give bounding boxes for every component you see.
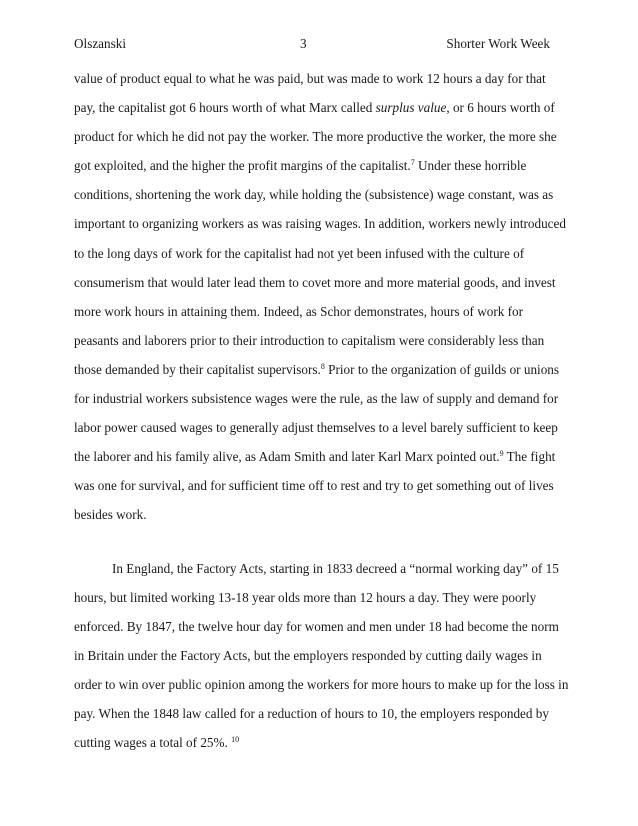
- text-line: more work hours in attaining them. Indeed, as Schor demonstrates, hours of work for: [74, 303, 524, 319]
- text-line: conditions, shortening the work day, while holding the (subsistence) wage constant, was as: [74, 187, 554, 203]
- document-body: [74, 64, 569, 757]
- header-page-number: 3: [300, 36, 307, 51]
- text-line: [74, 442, 556, 471]
- text-line: to the long days of work for the capitalist had not yet been infused with the culture of: [74, 245, 525, 261]
- footnote-ref: 7: [410, 158, 415, 168]
- header-short-title: Shorter Work Week: [446, 36, 550, 51]
- text-run: pay, the capitalist got 6 hours worth of what Marx called: [74, 100, 376, 116]
- text-line: order to win over public opinion among the workers for more hours to make up for the loss in: [74, 676, 569, 692]
- text-run: the laborer and his family alive, as Adam Smith and later Karl Marx pointed out.: [74, 449, 500, 465]
- page-header: [74, 36, 550, 54]
- text-line: labor power caused wages to generally adjust themselves to a level barely sufficient to keep: [74, 420, 558, 436]
- text-run: , or 6 hours worth of: [446, 100, 555, 116]
- text-line: in Britain under the Factory Acts, but the employers responded by cutting daily wages in: [74, 647, 542, 663]
- paragraph-1: [74, 64, 566, 530]
- footnote-ref: 8: [320, 361, 325, 371]
- text-run: Prior to the organization of guilds or unions: [324, 361, 560, 377]
- paragraph-gap: [74, 530, 556, 554]
- text-line: consumerism that would later lead them to covet more and more material goods, and invest: [74, 274, 556, 290]
- text-line: hours, but limited working 13-18 year olds more than 12 hours a day. They were poorly: [74, 589, 537, 605]
- text-run: The fight: [503, 449, 556, 465]
- text-line: In England, the Factory Acts, starting in 1833 decreed a “normal working day” of 15: [112, 560, 559, 576]
- text-line: pay. When the 1848 law called for a reduction of hours to 10, the employers responded by: [74, 705, 549, 721]
- text-run: Under these horrible: [414, 158, 527, 174]
- text-line: value of product equal to what he was paid, but was made to work 12 hours a day for that: [74, 71, 546, 86]
- text-line: [74, 151, 556, 180]
- text-line: peasants and laborers prior to their introduction to capitalism were considerably less than: [74, 332, 545, 348]
- text-line: enforced. By 1847, the twelve hour day for women and men under 18 had become the norm: [74, 618, 559, 634]
- footnote-ref: 10: [231, 735, 240, 745]
- footnote-ref: 9: [499, 449, 504, 459]
- text-run: cutting wages a total of 25%.: [74, 735, 232, 751]
- text-line: for industrial workers subsistence wages were the rule, as the law of supply and demand for: [74, 391, 559, 407]
- text-run: those demanded by their capitalist supervisors.: [74, 361, 321, 377]
- text-line: [74, 728, 556, 757]
- text-line: [74, 355, 560, 384]
- text-run: got exploited, and the higher the profit margins of the capitalist.: [74, 158, 411, 174]
- text-line: was one for survival, and for sufficient time off to rest and try to get something out of lives: [74, 478, 554, 494]
- paragraph-2: [74, 554, 569, 758]
- italic-term: surplus value: [375, 100, 447, 116]
- text-line: [74, 93, 556, 122]
- text-line: besides work.: [74, 507, 147, 523]
- text-line: important to organizing workers as was raising wages. In addition, workers newly introduced: [74, 216, 566, 232]
- header-author: Olszanski: [74, 36, 127, 51]
- text-line: product for which he did not pay the worker. The more productive the worker, the more she: [74, 129, 557, 145]
